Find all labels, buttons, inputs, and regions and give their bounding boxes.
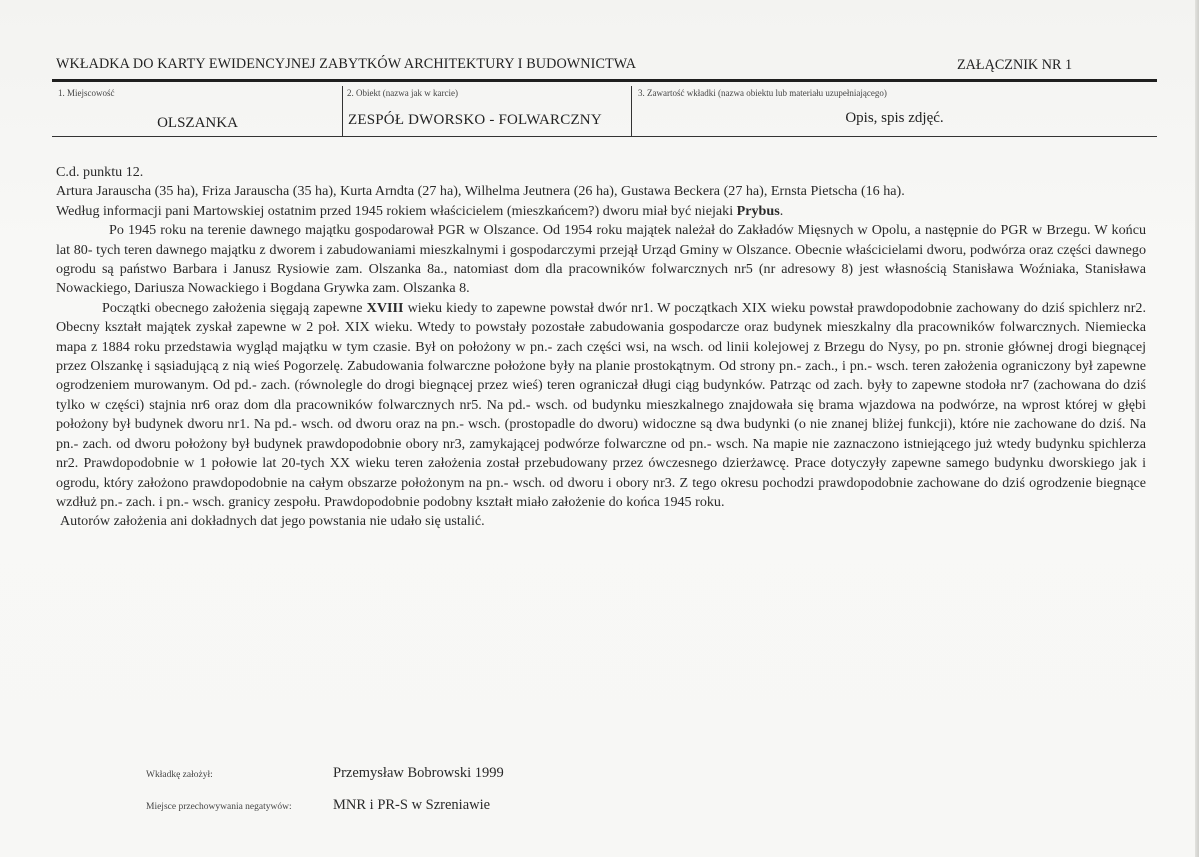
paragraph-authors: Autorów założenia ani dokładnych dat jego powstania nie udało się ustalić. — [60, 513, 485, 530]
annex-label: ZAŁĄCZNIK NR 1 — [957, 57, 1073, 73]
field-object-label: 2. Obiekt (nazwa jak w karcie) — [347, 88, 458, 98]
field-contents-label: 3. Zawartość wkładki (nazwa obiektu lub materiału uzupełniającego) — [638, 88, 887, 98]
storage-value: MNR i PR-S w Szreniawie — [333, 797, 491, 813]
last-owner-name: Prybus — [736, 202, 780, 219]
field-contents-value: Opis, spis zdjęć. — [845, 110, 944, 126]
history-text-start: Początki obecnego założenia sięgają zapewne — [102, 299, 367, 316]
last-owner-text: Według informacji pani Martowskiej ostatnim przed 1945 rokiem właścicielem (mieszkańcem?) dworu miał być niejaki — [56, 202, 737, 219]
owners-line: Artura Jarauscha (35 ha), Friza Jarauscha (35 ha), Kurta Arndta (27 ha), Wilhelma Jeutnera (26 ha), Gustawa Beckera (27 ha), Ernsta Pietscha (16 ha). — [56, 183, 905, 200]
history-text-rest: wieku kiedy to zapewne powstał dwór nr1. W początkach XIX wieku powstał prawdopodobnie zachowany do dziś spichlerz nr2. Obecny kształt majątek zyskał zapewne w 2 poł. XIX wieku. Wtedy to powstały pozostałe zabudowania gospodarcze oraz budynek mieszkalny dla pracowników folwarcznych. Niemiecka mapa z 1884 roku przedstawia wygląd majątku w tym czasie. Był on położony w pn.- zach części wsi, na wsch. od linii kolejowej z Brzegu do Nysy, po pn. stronie głównej drogi biegnącej przez Olszankę i sąsiadującą z nią wieś Pogorzelę. Zabudowania folwarczne położone były na planie prostokątnym. Od strony pn.- zach., i pn.- wsch. teren założenia ograniczony był zapewne ogrodzeniem murowanym. Od pd.- zach. (równolegle do drogi biegnącej przez wieś) teren ograniczał długi ciąg budynków. Patrząc od zach. były to zapewne stodoła nr7 (zachowana do dziś tylko w części) stajnia nr6 oraz dom dla pracowników folwarcznych nr5. Na pd.- wsch. od budynku mieszkalnego znajdowała się brama wjazdowa na podwórze, na wprost której w głębi położony był budynek dworu nr1. Na pd.- wsch. od dworu oraz na pn.- wsch. (prostopadle do dworu) widoczne są dwa budynki (o nie znanej bliżej funkcji), które nie zachowane do dziś. Na pn.- zach. od dworu położony był budynek prawdopodobnie obory nr3, zamykającej podwórze folwarczne od pn.- wsch. Na mapie nie zaznaczono istniejącego już wtedy budynku spichlerza nr2. Prawdopodobnie w 1 połowie lat 20-tych XX wieku teren założenia został przebudowany przez ówczesnego dzierżawcę. Prace dotyczyły zapewne samego budynku dworskiego jak i ogrodu, który założono prawdopodobnie na całym obszarze położonym na pn.- wsch. od dworu i obory nr3. Z tego okresu pochodzi prawdopodobnie zachowane do dziś ogrodzenie biegnące wzdłuż pn.- zach. i pn.- wsch. granicy zespołu. Prawdopodobnie podobny kształt miało założenie do końca 1945 roku. — [56, 299, 1146, 510]
continuation-block — [56, 163, 1146, 221]
field-object-value: ZESPÓŁ DWORSKO - FOLWARCZNY — [348, 112, 602, 128]
header-rule — [52, 79, 1157, 82]
last-owner-line — [56, 202, 1146, 221]
field-contents — [632, 86, 1157, 136]
form-title: WKŁADKA DO KARTY EWIDENCYJNEJ ZABYTKÓW ARCHITEKTURY I BUDOWNICTWA — [56, 56, 637, 72]
field-place-label: 1. Miejscowość — [58, 88, 115, 98]
field-place-value: OLSZANKA — [157, 115, 238, 131]
author-label: Wkładkę założył: — [146, 770, 213, 780]
fields-rule — [52, 136, 1157, 137]
continuation-heading: C.d. punktu 12. — [56, 164, 144, 180]
storage-label: Miejsce przechowywania negatywów: — [146, 802, 292, 812]
last-owner-end: . — [779, 202, 784, 219]
field-place — [52, 86, 343, 136]
paragraph-post-1945: Po 1945 roku na terenie dawnego majątku gospodarował PGR w Olszance. Od 1954 roku majątek należał do Zakładów Mięsnych w Opolu, a następnie do PGR w Brzegu. W końcu lat 80- tych teren dawnego majątku z dworem i zabudowaniami mieszkalnymi i gospodarczymi przejął Urząd Gminy w Olszance. Obecnie właścicielami dworu, podwórza oraz części dawnego ogrodu są państwo Barbara i Janusz Rysiowie zam. Olszanka 8a., natomiast dom dla pracowników folwarcznych nr5 (nr adresowy 8) jest własnością Stanisława Woźniaka, Stanisława Nowackiego, Dariusza Nowackiego i Bogdana Grywka zam. Olszanka 8. — [56, 222, 1146, 297]
description-body — [56, 163, 1146, 532]
page-edge — [1195, 0, 1199, 857]
paragraph-history — [56, 299, 1146, 512]
field-object — [343, 86, 632, 136]
author-value: Przemysław Bobrowski 1999 — [333, 765, 504, 781]
history-century: XVIII — [366, 299, 404, 316]
